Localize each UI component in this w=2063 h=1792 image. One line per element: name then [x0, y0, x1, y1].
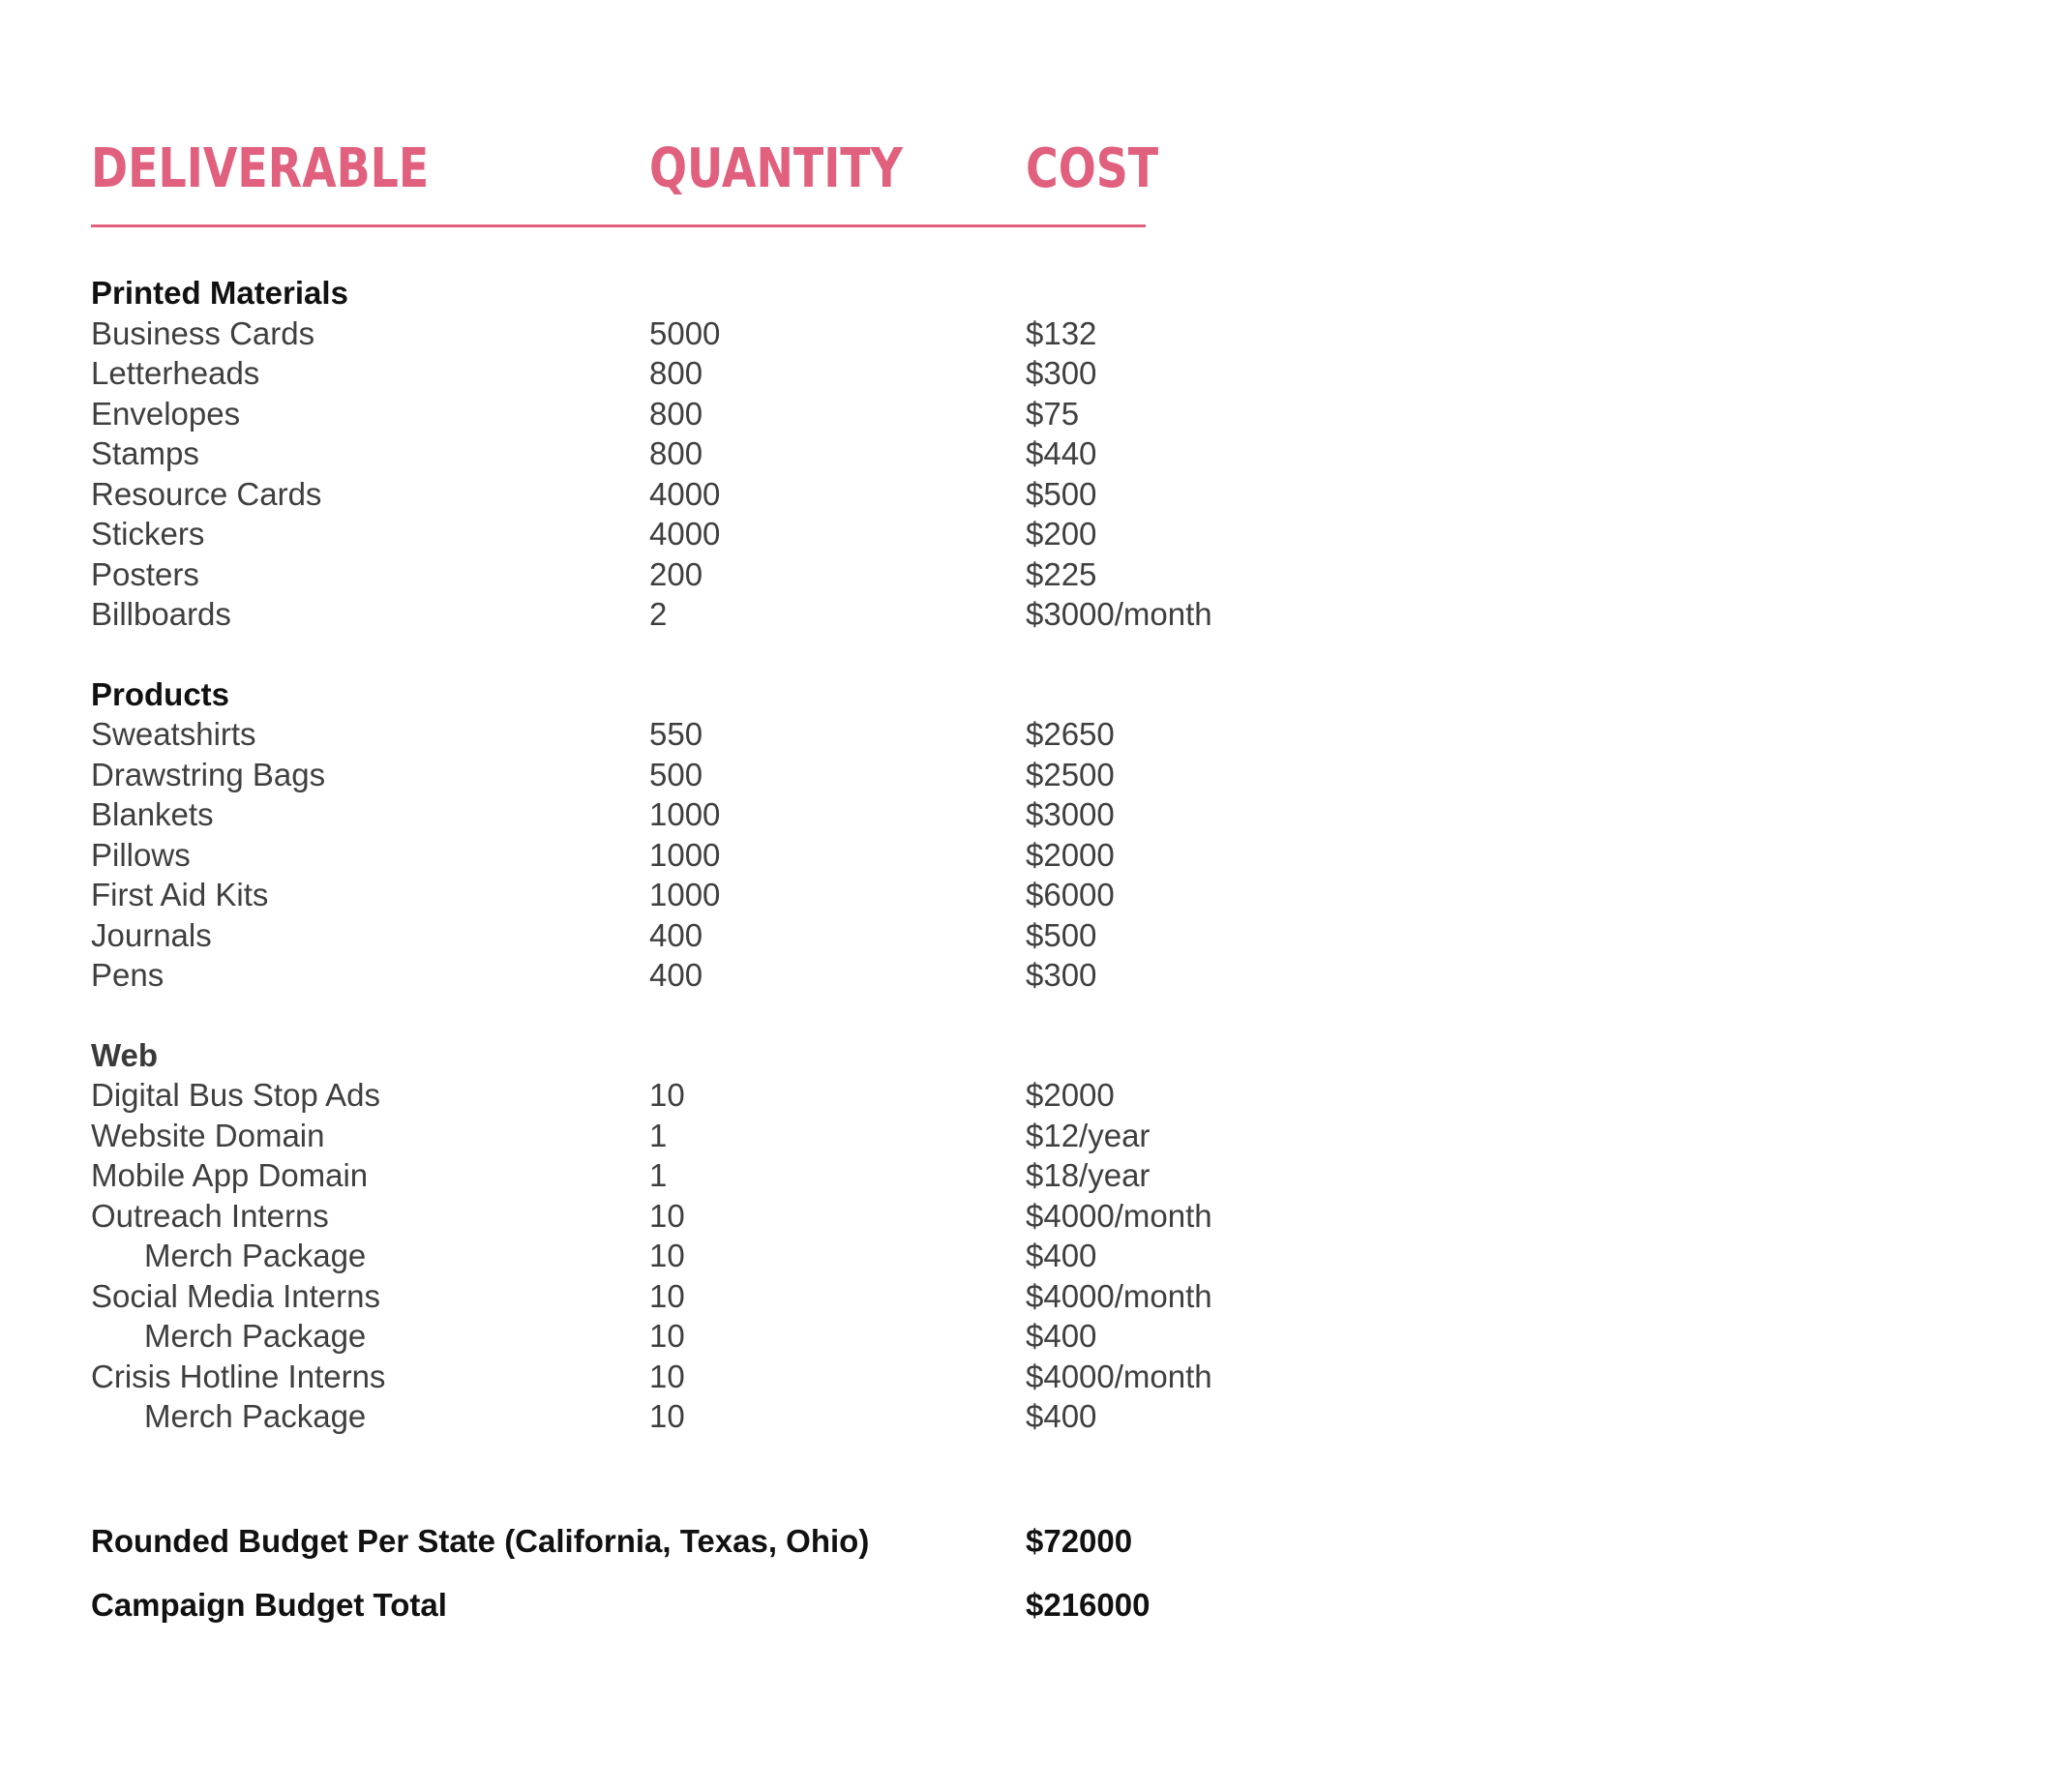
section-printed-materials	[91, 273, 1349, 635]
deliverable-cell: Outreach Interns	[91, 1197, 329, 1234]
table-row	[91, 955, 1349, 996]
cost-cell: $400	[1026, 1398, 1097, 1434]
header-quantity: QUANTITY	[649, 137, 903, 200]
table-row	[91, 755, 1349, 795]
table-row	[91, 394, 1349, 434]
budget-totals	[91, 1521, 1349, 1649]
table-row	[91, 1357, 1349, 1397]
section-title: Printed Materials	[91, 275, 348, 311]
section-title: Web	[91, 1036, 159, 1073]
header-divider	[91, 224, 1146, 227]
deliverable-cell: Sweatshirts	[91, 716, 256, 752]
deliverable-cell: Website Domain	[91, 1117, 325, 1153]
deliverable-cell: Digital Bus Stop Ads	[91, 1077, 380, 1113]
section-products	[91, 674, 1349, 996]
quantity-cell: 550	[649, 716, 703, 752]
table-row-sub	[91, 1236, 1349, 1276]
quantity-cell: 1000	[649, 796, 721, 832]
per-state-total-value: $72000	[1026, 1523, 1133, 1559]
cost-cell: $3000	[1026, 796, 1115, 832]
cost-cell: $2000	[1026, 1077, 1115, 1113]
table-row	[91, 714, 1349, 755]
cost-cell: $2650	[1026, 716, 1115, 752]
quantity-cell: 400	[649, 916, 703, 953]
deliverable-cell: Crisis Hotline Interns	[91, 1358, 386, 1394]
cost-cell: $400	[1026, 1238, 1097, 1273]
table-header	[91, 135, 1159, 203]
cost-cell: $2000	[1026, 836, 1115, 873]
quantity-cell: 400	[649, 957, 703, 993]
cost-cell: $75	[1026, 395, 1080, 432]
cost-cell: $440	[1026, 435, 1097, 471]
table-row	[91, 835, 1349, 876]
quantity-cell: 10	[649, 1398, 685, 1434]
cost-cell: $4000/month	[1026, 1358, 1212, 1394]
section-title: Products	[91, 675, 230, 712]
cost-cell: $2500	[1026, 756, 1115, 792]
section-web	[91, 1035, 1349, 1437]
cost-cell: $3000/month	[1026, 596, 1212, 632]
quantity-cell: 4000	[649, 516, 721, 552]
cost-cell: $400	[1026, 1318, 1097, 1354]
table-row	[91, 514, 1349, 554]
cost-cell: $300	[1026, 355, 1097, 391]
table-row	[91, 554, 1349, 595]
cost-cell: $6000	[1026, 877, 1115, 912]
table-row	[91, 794, 1349, 835]
table-row	[91, 1196, 1349, 1237]
table-row	[91, 594, 1349, 635]
table-row	[91, 1155, 1349, 1196]
table-row	[91, 433, 1349, 474]
deliverable-cell: Pens	[91, 957, 164, 993]
cost-cell: $500	[1026, 916, 1097, 953]
deliverable-cell: Blankets	[91, 796, 214, 832]
table-row	[91, 875, 1349, 915]
quantity-cell: 2	[649, 596, 668, 632]
cost-cell: $225	[1026, 555, 1097, 592]
campaign-total-value: $216000	[1026, 1587, 1151, 1623]
deliverable-cell: Pillows	[91, 836, 191, 873]
table-row	[91, 1116, 1349, 1156]
cost-cell: $300	[1026, 957, 1097, 993]
cost-cell: $4000/month	[1026, 1197, 1212, 1234]
table-row-sub	[91, 1316, 1349, 1357]
campaign-total-label: Campaign Budget Total	[91, 1587, 447, 1623]
deliverable-cell: Drawstring Bags	[91, 756, 326, 792]
cost-cell: $200	[1026, 516, 1097, 552]
quantity-cell: 10	[649, 1318, 685, 1354]
table-row	[91, 353, 1349, 394]
deliverable-cell: Journals	[91, 916, 212, 953]
deliverable-cell: Resource Cards	[91, 475, 322, 512]
quantity-cell: 10	[649, 1277, 685, 1314]
quantity-cell: 10	[649, 1238, 685, 1273]
cost-cell: $4000/month	[1026, 1277, 1212, 1314]
quantity-cell: 1	[649, 1157, 668, 1193]
deliverable-cell: Envelopes	[91, 395, 241, 432]
deliverable-cell: Merch Package	[144, 1398, 367, 1434]
deliverable-cell: Stamps	[91, 435, 199, 471]
quantity-cell: 800	[649, 435, 703, 471]
table-row	[91, 915, 1349, 956]
quantity-cell: 500	[649, 756, 703, 792]
quantity-cell: 1000	[649, 836, 721, 873]
quantity-cell: 800	[649, 395, 703, 432]
deliverable-cell: Billboards	[91, 596, 231, 632]
header-deliverable: DELIVERABLE	[91, 137, 430, 200]
deliverable-cell: Letterheads	[91, 355, 260, 391]
cost-cell: $500	[1026, 475, 1097, 512]
deliverable-cell: Mobile App Domain	[91, 1157, 369, 1193]
deliverable-cell: First Aid Kits	[91, 877, 269, 912]
quantity-cell: 10	[649, 1358, 685, 1394]
header-cost: COST	[1026, 137, 1159, 200]
table-row	[91, 1276, 1349, 1317]
quantity-cell: 10	[649, 1197, 685, 1234]
quantity-cell: 800	[649, 355, 703, 391]
deliverable-cell: Posters	[91, 555, 199, 592]
deliverable-cell: Merch Package	[144, 1238, 367, 1273]
quantity-cell: 1	[649, 1117, 668, 1153]
deliverable-cell: Business Cards	[91, 314, 315, 351]
quantity-cell: 200	[649, 555, 703, 592]
quantity-cell: 4000	[649, 475, 721, 512]
cost-cell: $132	[1026, 314, 1097, 351]
campaign-total-row	[91, 1585, 1349, 1649]
quantity-cell: 5000	[649, 314, 721, 351]
deliverable-cell: Social Media Interns	[91, 1277, 380, 1314]
quantity-cell: 10	[649, 1077, 685, 1113]
budget-table	[91, 273, 1349, 1437]
deliverable-cell: Merch Package	[144, 1318, 367, 1354]
table-row	[91, 474, 1349, 515]
per-state-total-row	[91, 1521, 1349, 1585]
cost-cell: $18/year	[1026, 1157, 1151, 1193]
per-state-total-label: Rounded Budget Per State (California, Texas, Ohio)	[91, 1523, 870, 1559]
deliverable-cell: Stickers	[91, 516, 205, 552]
cost-cell: $12/year	[1026, 1117, 1151, 1153]
table-row	[91, 1075, 1349, 1116]
quantity-cell: 1000	[649, 877, 721, 912]
table-row	[91, 314, 1349, 354]
table-row-sub	[91, 1396, 1349, 1437]
